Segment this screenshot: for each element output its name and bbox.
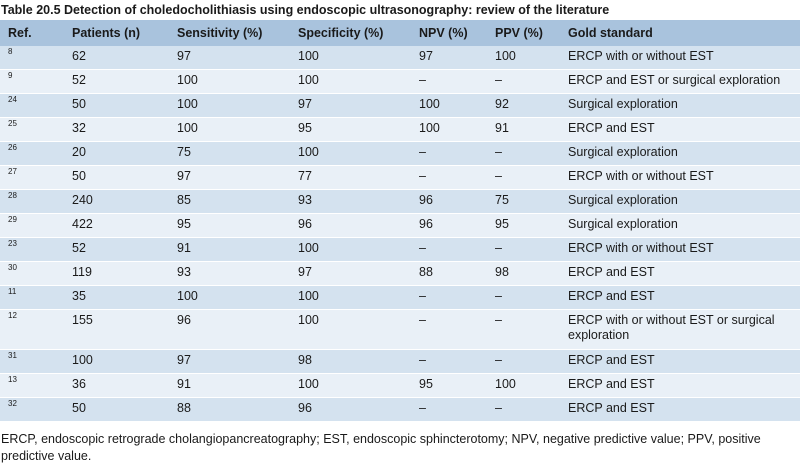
cell-ref: 27 [0, 166, 64, 190]
cell-ref: 26 [0, 142, 64, 166]
cell-ref: 28 [0, 190, 64, 214]
cell-npv: 95 [411, 374, 487, 398]
cell-npv: – [411, 70, 487, 94]
cell-ref: 30 [0, 262, 64, 286]
table-row [0, 46, 800, 70]
cell-npv: 96 [411, 190, 487, 214]
cell-specificity: 100 [290, 238, 411, 262]
cell-patients: 155 [64, 310, 169, 350]
cell-gold-standard: ERCP with or without EST [560, 238, 800, 262]
cell-npv: – [411, 142, 487, 166]
table-row [0, 70, 800, 94]
cell-ppv: – [487, 70, 560, 94]
cell-ref: 23 [0, 238, 64, 262]
table-row [0, 118, 800, 142]
cell-npv: 100 [411, 118, 487, 142]
cell-specificity: 100 [290, 374, 411, 398]
cell-ref: 11 [0, 286, 64, 310]
table-title: Detection of choledocholithiasis using endoscopic ultrasonography: review of the literature [64, 3, 610, 17]
cell-ppv: 75 [487, 190, 560, 214]
cell-ref: 25 [0, 118, 64, 142]
cell-patients: 20 [64, 142, 169, 166]
cell-npv: – [411, 166, 487, 190]
cell-patients: 50 [64, 398, 169, 422]
cell-specificity: 93 [290, 190, 411, 214]
cell-gold-standard: ERCP with or without EST [560, 46, 800, 70]
table-row [0, 374, 800, 398]
cell-patients: 52 [64, 70, 169, 94]
cell-ref: 8 [0, 46, 64, 70]
cell-sensitivity: 97 [169, 46, 290, 70]
cell-patients: 50 [64, 94, 169, 118]
table-row [0, 166, 800, 190]
cell-sensitivity: 85 [169, 190, 290, 214]
cell-sensitivity: 91 [169, 374, 290, 398]
cell-ppv: 98 [487, 262, 560, 286]
column-header-ppv: PPV (%) [495, 26, 543, 40]
cell-ppv: 95 [487, 214, 560, 238]
column-header-gold-standard: Gold standard [568, 26, 653, 40]
cell-npv: – [411, 310, 487, 350]
cell-ppv: 100 [487, 374, 560, 398]
cell-ref: 9 [0, 70, 64, 94]
table-row [0, 310, 800, 350]
column-header-patients: Patients (n) [72, 26, 141, 40]
cell-sensitivity: 100 [169, 286, 290, 310]
cell-specificity: 100 [290, 310, 411, 350]
cell-specificity: 97 [290, 94, 411, 118]
cell-patients: 240 [64, 190, 169, 214]
cell-patients: 36 [64, 374, 169, 398]
cell-npv: – [411, 350, 487, 374]
column-header-npv: NPV (%) [419, 26, 468, 40]
cell-sensitivity: 91 [169, 238, 290, 262]
cell-sensitivity: 93 [169, 262, 290, 286]
cell-sensitivity: 100 [169, 94, 290, 118]
cell-ref: 13 [0, 374, 64, 398]
cell-gold-standard: Surgical exploration [560, 142, 800, 166]
cell-gold-standard: ERCP and EST [560, 374, 800, 398]
cell-npv: 97 [411, 46, 487, 70]
cell-specificity: 96 [290, 398, 411, 422]
cell-gold-standard: ERCP with or without EST [560, 166, 800, 190]
cell-specificity: 97 [290, 262, 411, 286]
cell-ppv: – [487, 166, 560, 190]
cell-gold-standard: ERCP and EST [560, 350, 800, 374]
table-row [0, 350, 800, 374]
cell-patients: 50 [64, 166, 169, 190]
cell-ppv: – [487, 286, 560, 310]
cell-npv: 100 [411, 94, 487, 118]
cell-specificity: 77 [290, 166, 411, 190]
cell-ppv: – [487, 142, 560, 166]
cell-patients: 32 [64, 118, 169, 142]
cell-patients: 422 [64, 214, 169, 238]
cell-sensitivity: 88 [169, 398, 290, 422]
cell-sensitivity: 96 [169, 310, 290, 350]
cell-ref: 12 [0, 310, 64, 350]
cell-ppv: 92 [487, 94, 560, 118]
cell-gold-standard: Surgical exploration [560, 190, 800, 214]
table-row [0, 286, 800, 310]
cell-specificity: 98 [290, 350, 411, 374]
cell-sensitivity: 97 [169, 350, 290, 374]
cell-specificity: 96 [290, 214, 411, 238]
cell-ppv: – [487, 350, 560, 374]
cell-npv: – [411, 398, 487, 422]
literature-table [0, 20, 800, 422]
cell-patients: 119 [64, 262, 169, 286]
column-header-sensitivity: Sensitivity (%) [177, 26, 263, 40]
cell-gold-standard: ERCP and EST or surgical exploration [560, 70, 800, 94]
cell-sensitivity: 75 [169, 142, 290, 166]
cell-specificity: 100 [290, 286, 411, 310]
cell-specificity: 100 [290, 46, 411, 70]
table-number: Table 20.5 [1, 3, 61, 17]
table-row [0, 398, 800, 422]
cell-npv: 88 [411, 262, 487, 286]
cell-ppv: – [487, 398, 560, 422]
cell-specificity: 100 [290, 70, 411, 94]
cell-ref: 24 [0, 94, 64, 118]
table-row [0, 94, 800, 118]
table-caption [0, 0, 800, 20]
cell-specificity: 95 [290, 118, 411, 142]
table-footnote: ERCP, endoscopic retrograde cholangiopancreatography; EST, endoscopic sphincterotomy; NPV, negative predictive value; PPV, positive predictive value. [1, 432, 761, 463]
cell-ppv: – [487, 238, 560, 262]
cell-patients: 100 [64, 350, 169, 374]
cell-gold-standard: ERCP with or without EST or surgical exploration [560, 310, 800, 350]
cell-patients: 62 [64, 46, 169, 70]
cell-gold-standard: Surgical exploration [560, 214, 800, 238]
cell-patients: 35 [64, 286, 169, 310]
cell-npv: 96 [411, 214, 487, 238]
table-row [0, 238, 800, 262]
cell-sensitivity: 95 [169, 214, 290, 238]
cell-sensitivity: 97 [169, 166, 290, 190]
cell-ppv: 91 [487, 118, 560, 142]
cell-gold-standard: ERCP and EST [560, 286, 800, 310]
cell-npv: – [411, 286, 487, 310]
cell-patients: 52 [64, 238, 169, 262]
cell-ppv: – [487, 310, 560, 350]
table-row [0, 262, 800, 286]
cell-gold-standard: ERCP and EST [560, 118, 800, 142]
column-header-ref: Ref. [8, 26, 32, 40]
cell-npv: – [411, 238, 487, 262]
cell-specificity: 100 [290, 142, 411, 166]
column-header-specificity: Specificity (%) [298, 26, 384, 40]
cell-ref: 32 [0, 398, 64, 422]
cell-gold-standard: Surgical exploration [560, 94, 800, 118]
cell-ref: 31 [0, 350, 64, 374]
table-row [0, 142, 800, 166]
cell-ref: 29 [0, 214, 64, 238]
table-row [0, 214, 800, 238]
header-row [0, 20, 800, 46]
cell-gold-standard: ERCP and EST [560, 262, 800, 286]
cell-sensitivity: 100 [169, 70, 290, 94]
cell-ppv: 100 [487, 46, 560, 70]
cell-sensitivity: 100 [169, 118, 290, 142]
table-row [0, 190, 800, 214]
cell-gold-standard: ERCP and EST [560, 398, 800, 422]
